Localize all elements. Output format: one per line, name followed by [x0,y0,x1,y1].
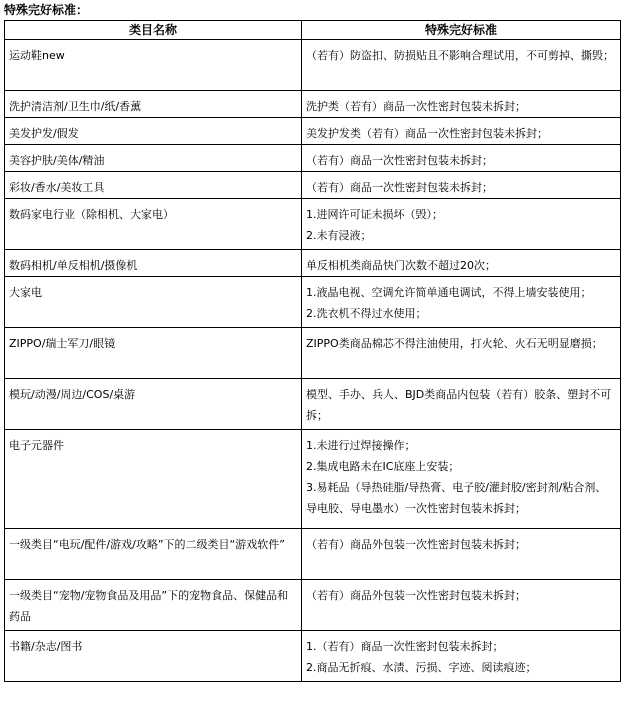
category-cell: 大家电 [5,277,302,328]
standard-line: （若有）商品外包装一次性密封包装未拆封； [306,538,526,551]
standard-cell [302,40,621,91]
table-row [5,631,621,682]
header-standard: 特殊完好标准 [302,21,621,40]
table-row [5,118,621,145]
table-row [5,91,621,118]
standard-cell [302,172,621,199]
standard-cell [302,250,621,277]
category-cell: 书籍/杂志/图书 [5,631,302,682]
category-cell: 电子元器件 [5,430,302,529]
table-header-row [5,21,621,40]
standard-line: （若有）防盗扣、防损贴且不影响合理试用，不可剪掉、撕毁； [306,49,614,62]
standard-cell [302,328,621,379]
page-heading: 特殊完好标准： [4,3,89,17]
standard-line: （若有）商品一次性密封包装未拆封； [306,181,493,194]
table-row [5,277,621,328]
table-row [5,580,621,631]
table-row [5,199,621,250]
standard-cell [302,277,621,328]
category-cell: 一级类目“宠物/宠物食品及用品”下的宠物食品、保健品和药品 [5,580,302,631]
standard-line: 1.液晶电视、空调允许简单通电调试，不得上墙安装使用； [306,286,592,299]
table-row [5,145,621,172]
standard-cell [302,199,621,250]
category-cell: 数码相机/单反相机/摄像机 [5,250,302,277]
table-row [5,250,621,277]
table-row [5,430,621,529]
table-row [5,529,621,580]
standard-cell [302,580,621,631]
standard-line: 模型、手办、兵人、BJD类商品内包装（若有）胶条、塑封不可拆； [306,388,612,422]
category-cell: 美发护发/假发 [5,118,302,145]
standard-line: 1.未进行过焊接操作； [306,439,416,452]
table-body [5,40,621,682]
standard-line: ZIPPO类商品棉芯不得注油使用，打火轮、火石无明显磨损； [306,337,603,350]
standard-cell [302,529,621,580]
standard-cell [302,91,621,118]
standard-cell [302,631,621,682]
standard-cell [302,145,621,172]
category-cell: 模玩/动漫/周边/COS/桌游 [5,379,302,430]
table-row [5,172,621,199]
table-row [5,40,621,91]
standard-line: 美发护发类（若有）商品一次性密封包装未拆封； [306,127,548,140]
category-cell: 数码家电行业（除相机、大家电） [5,199,302,250]
table-row [5,328,621,379]
standard-line: 1.进网许可证未损坏（毁）； [306,208,443,221]
category-cell: ZIPPO/瑞士军刀/眼镜 [5,328,302,379]
category-cell: 美容护肤/美体/精油 [5,145,302,172]
standard-line: 2.商品无折痕、水渍、污损、字迹、阅读痕迹； [306,661,537,674]
category-cell: 彩妆/香水/美妆工具 [5,172,302,199]
standard-cell [302,118,621,145]
standard-cell [302,379,621,430]
standard-line: 3.易耗品（导热硅脂/导热膏、电子胶/灌封胶/密封剂/粘合剂、导电胶、导电墨水）一次性密封包装未拆封； [306,481,607,515]
standard-line: 洗护类（若有）商品一次性密封包装未拆封； [306,100,526,113]
standard-line: 2.未有浸液； [306,229,372,242]
category-cell: 洗护清洁剂/卫生巾/纸/香薰 [5,91,302,118]
standard-line: （若有）商品一次性密封包装未拆封； [306,154,493,167]
category-cell: 运动鞋new [5,40,302,91]
standard-line: 1.（若有）商品一次性密封包装未拆封； [306,640,504,653]
standard-cell [302,430,621,529]
standards-table [4,20,621,682]
standard-line: （若有）商品外包装一次性密封包装未拆封； [306,589,526,602]
table-row [5,379,621,430]
standard-line: 2.集成电路未在IC底座上安装； [306,460,460,473]
standard-line: 单反相机类商品快门次数不超过20次； [306,259,496,272]
standard-line: 2.洗衣机不得过水使用； [306,307,427,320]
category-cell: 一级类目“电玩/配件/游戏/攻略”下的二级类目“游戏软件” [5,529,302,580]
header-category: 类目名称 [5,21,302,40]
